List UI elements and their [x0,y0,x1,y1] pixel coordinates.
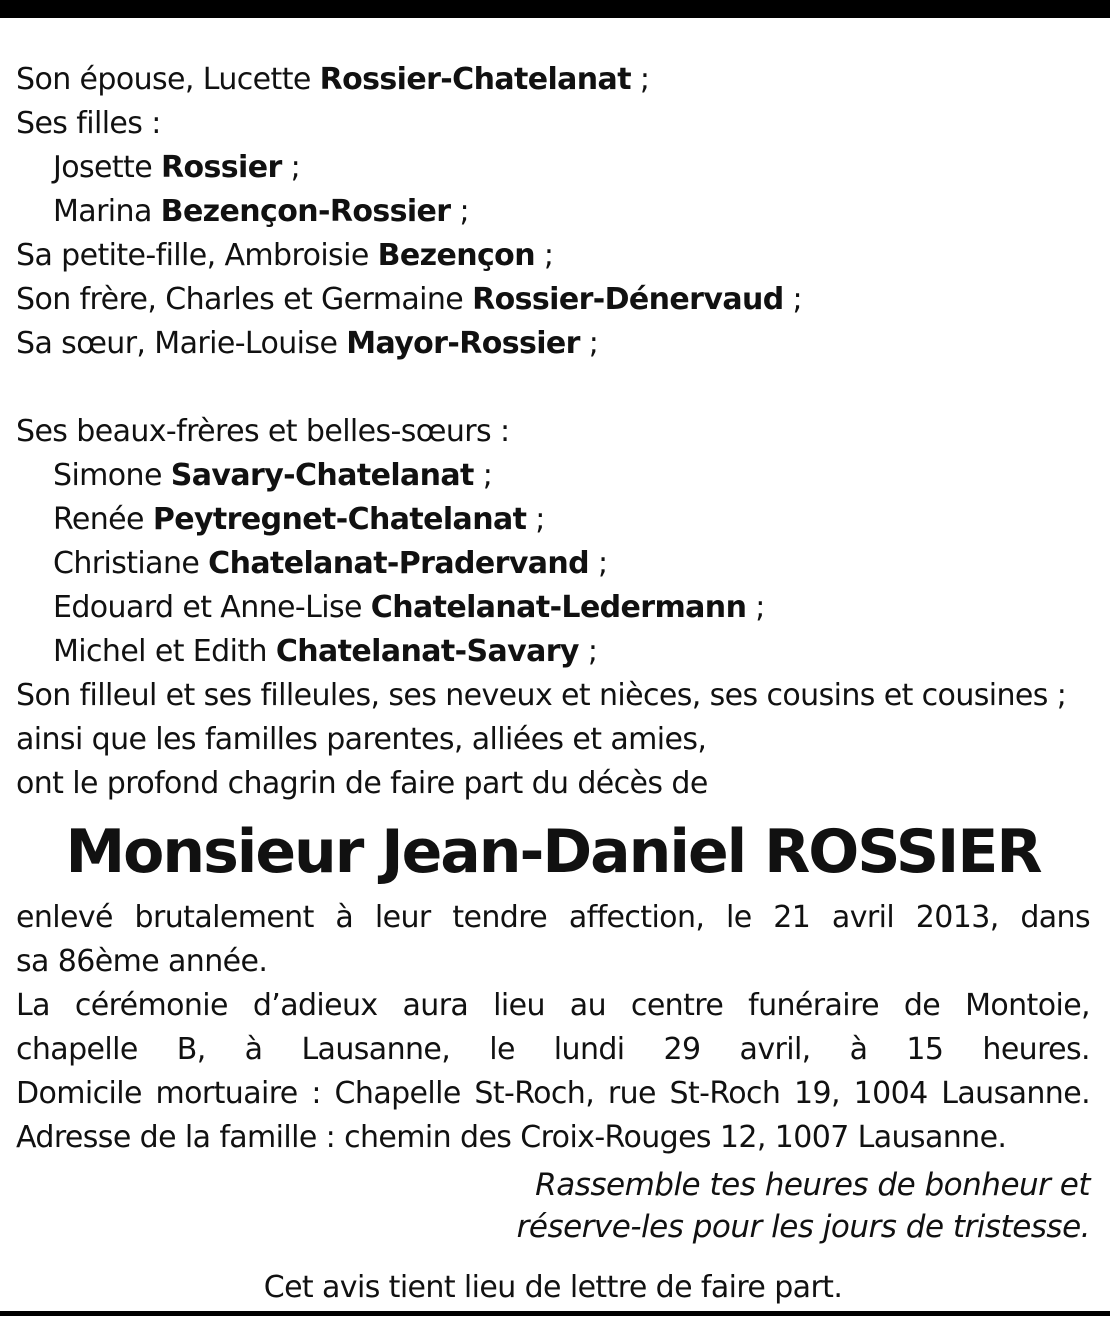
details-line: Domicile mortuaire : Chapelle St-Roch, rue St-Roch 19, 1004 Lausanne. [16,1076,1090,1111]
quote-block [16,1164,1090,1248]
in-law-line: Edouard et Anne-Lise Chatelanat-Ledermann ; [53,590,765,625]
family-surname: Chatelanat-Savary [275,634,579,669]
family-surname: Peytregnet-Chatelanat [152,502,527,537]
family-line-daughters-heading: Ses filles : [16,106,161,141]
in-law-line: Simone Savary-Chatelanat ; [53,458,493,493]
obituary-notice [16,58,1090,1310]
bottom-border [0,1311,1110,1316]
details-line: La cérémonie d’adieux aura lieu au centre funéraire de Montoie, [16,988,1090,1023]
family-surname: Savary-Chatelanat [170,458,474,493]
family-surname: Chatelanat-Pradervand [208,546,590,581]
closing-note: Cet avis tient lieu de lettre de faire part. [263,1270,843,1305]
family-line-daughter: Josette Rossier ; [53,150,301,185]
top-border [0,0,1110,18]
in-law-line: Christiane Chatelanat-Pradervand ; [53,546,608,581]
family-surname: Bezençon [377,238,535,273]
in-law-line: Renée Peytregnet-Chatelanat ; [53,502,545,537]
family-line-spouse: Son épouse, Lucette Rossier-Chatelanat ; [16,62,650,97]
family-line-sister: Sa sœur, Marie-Louise Mayor-Rossier ; [16,326,599,361]
in-law-line: Michel et Edith Chatelanat-Savary ; [53,634,598,669]
quote-line: réserve-les pour les jours de tristesse. [516,1209,1090,1245]
others-line: ainsi que les familles parentes, alliées et amies, [16,722,707,757]
family-line-brother: Son frère, Charles et Germaine Rossier-Dénervaud ; [16,282,803,317]
family-line-granddaughter: Sa petite-fille, Ambroisie Bezençon ; [16,238,554,273]
family-line-daughter: Marina Bezençon-Rossier ; [53,194,469,229]
quote-line: Rassemble tes heures de bonheur et [535,1167,1090,1203]
details-line: chapelle B, à Lausanne, le lundi 29 avril, à 15 heures. [16,1032,1090,1067]
details-line: enlevé brutalement à leur tendre affection, le 21 avril 2013, dans [16,900,1090,935]
family-surname: Bezençon-Rossier [160,194,451,229]
others-line: Son filleul et ses filleules, ses neveux et nièces, ses cousins et cousines ; [16,678,1067,713]
details-block [16,896,1090,1160]
others-line: ont le profond chagrin de faire part du décès de [16,766,708,801]
family-surname: Chatelanat-Ledermann [370,590,747,625]
spacer [16,366,1090,410]
details-line: Adresse de la famille : chemin des Croix-Rouges 12, 1007 Lausanne. [16,1120,1007,1155]
family-surname: Rossier [161,150,282,185]
details-line: sa 86ème année. [16,944,268,979]
family-surname: Rossier-Chatelanat [319,62,631,97]
family-surname: Mayor-Rossier [346,326,580,361]
in-laws-heading: Ses beaux-frères et belles-sœurs : [16,414,510,449]
family-surname: Rossier-Dénervaud [472,282,784,317]
deceased-name: Monsieur Jean-Daniel ROSSIER [65,817,1041,887]
